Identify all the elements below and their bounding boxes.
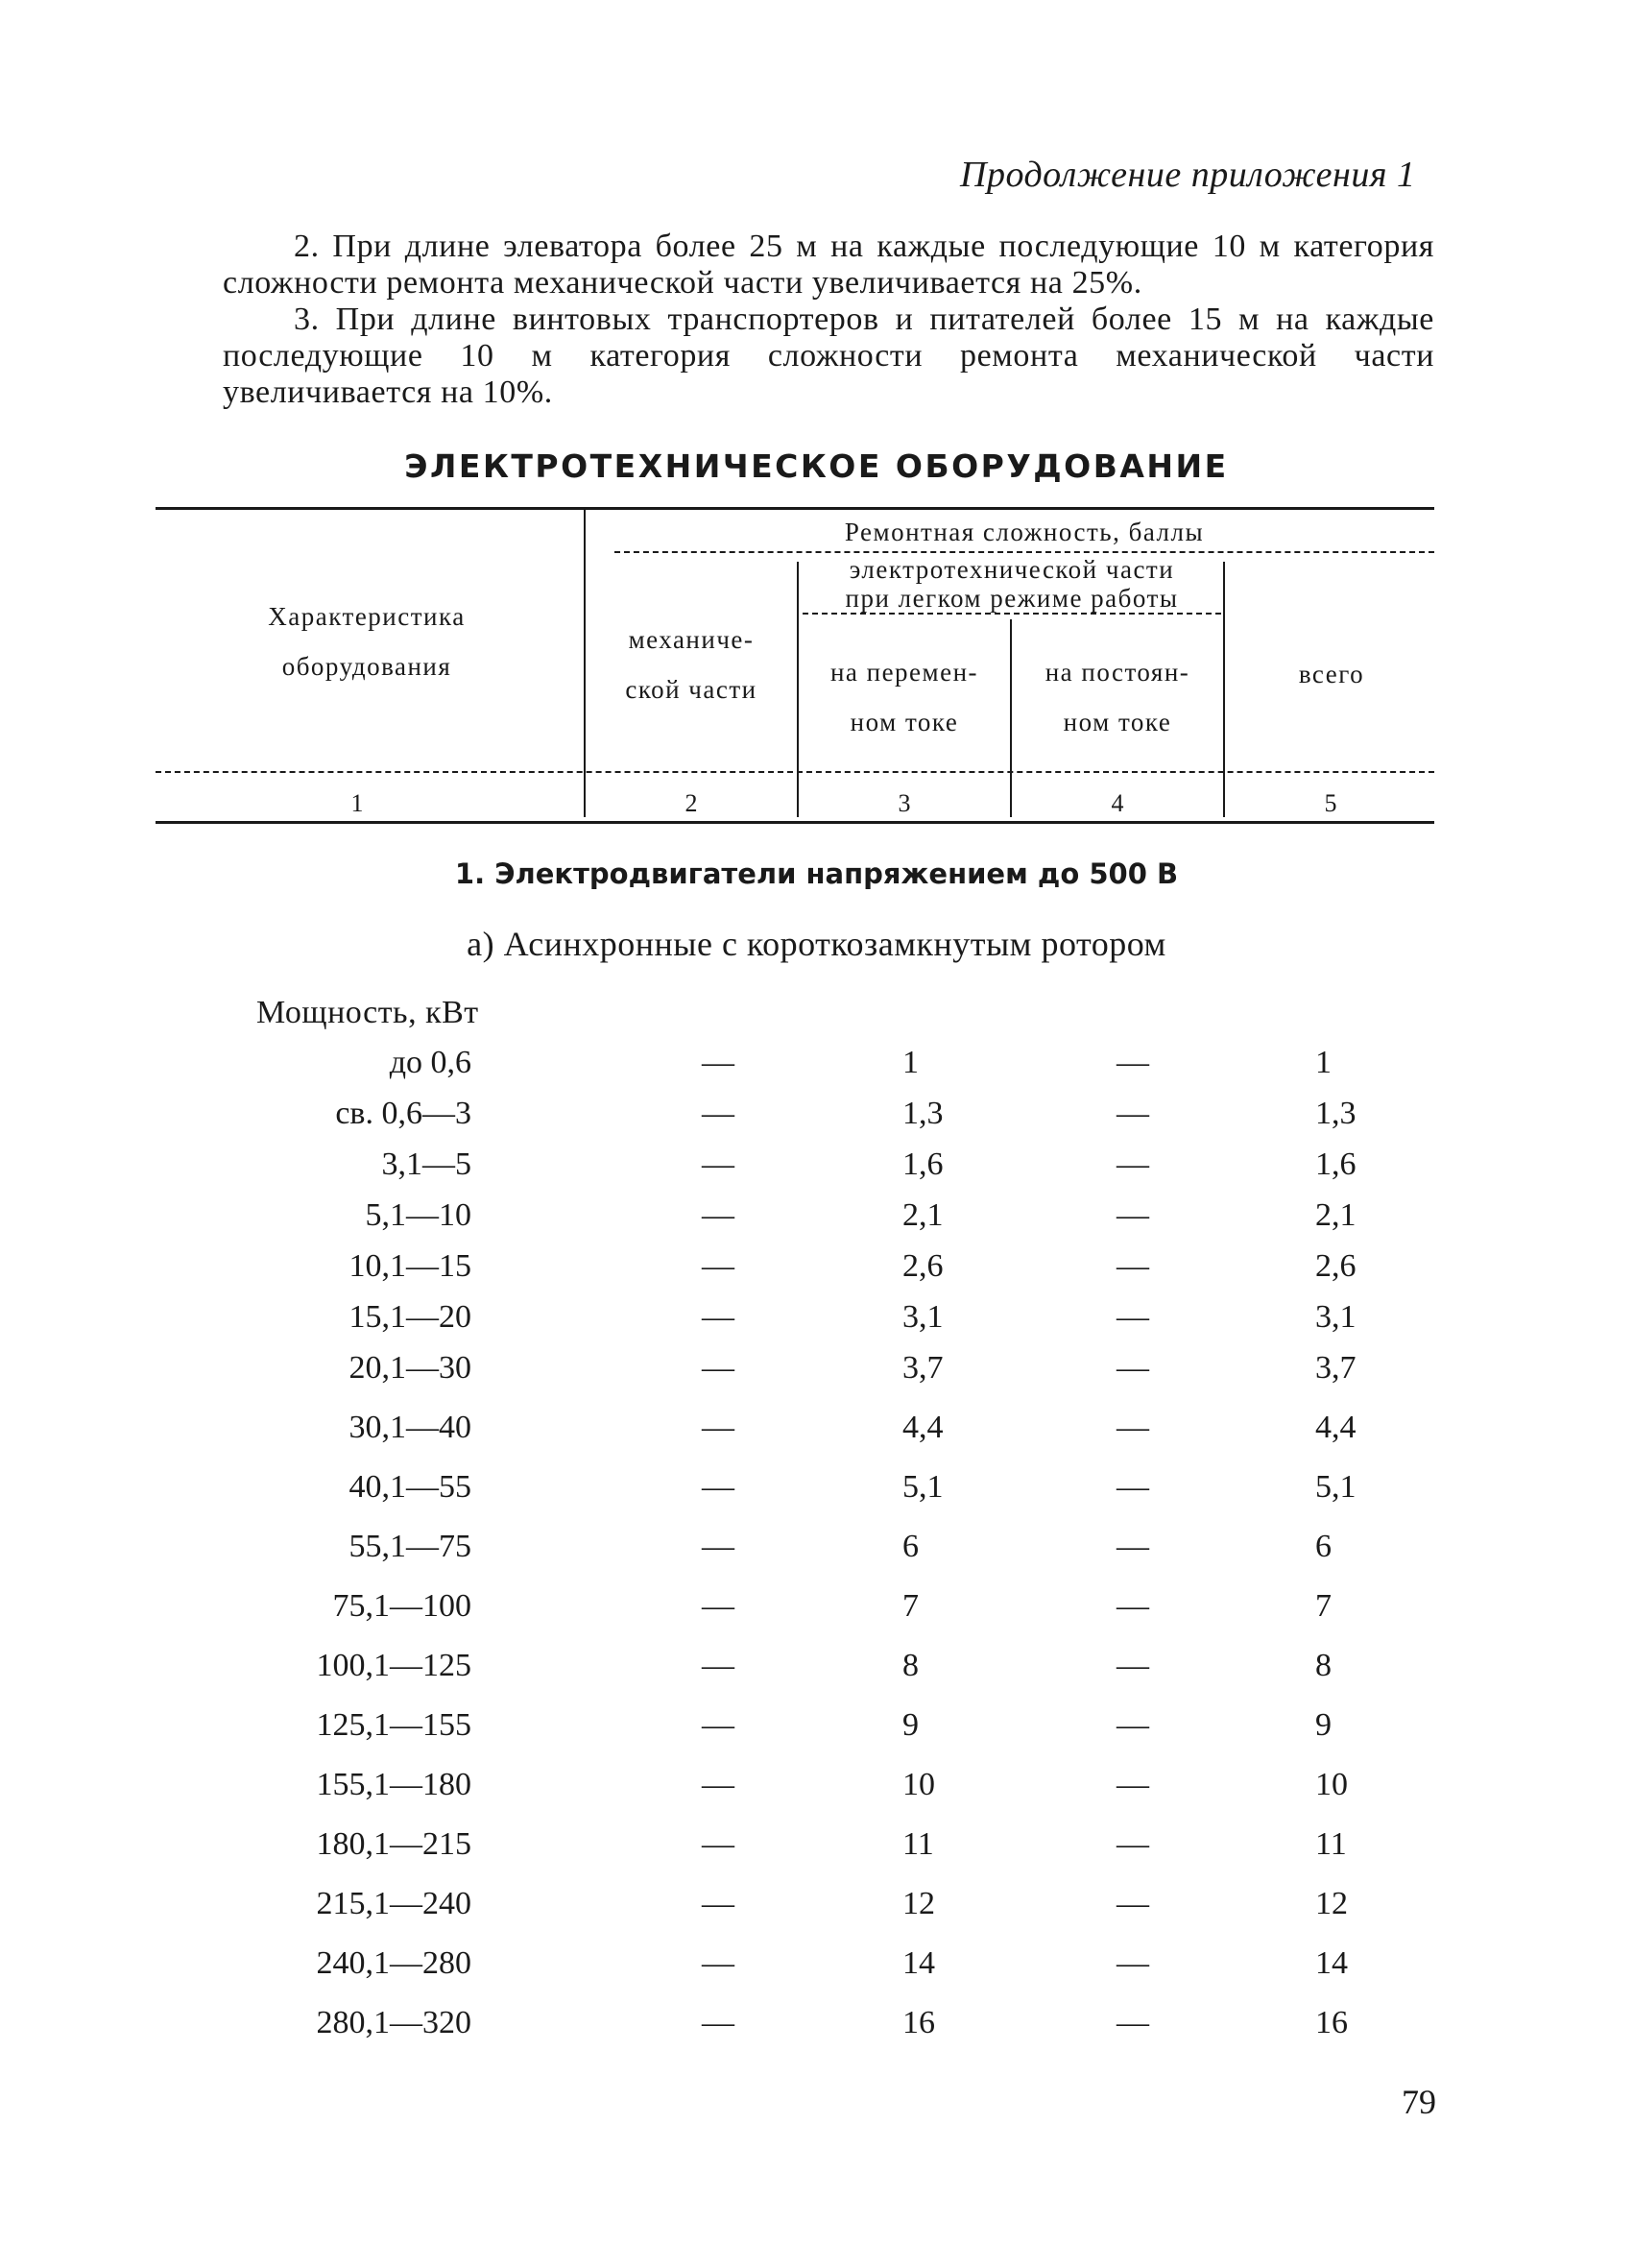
cell-total: 16 [1315, 2005, 1348, 2040]
cell-total: 7 [1315, 1588, 1332, 1624]
table-row [0, 1767, 1633, 1815]
cell-mechanical: — [702, 1045, 734, 1080]
column-number-2: 2 [684, 789, 698, 817]
cell-mechanical: — [702, 1469, 734, 1505]
cell-dc: — [1117, 1886, 1149, 1921]
table-row [0, 1197, 1633, 1245]
cell-dc: — [1117, 1350, 1149, 1386]
column-number-4: 4 [1111, 789, 1124, 817]
cell-total: 10 [1315, 1767, 1348, 1802]
cell-ac: 10 [902, 1767, 935, 1802]
table-header-bottom-rule [156, 821, 1434, 824]
table-row [0, 1826, 1633, 1874]
cell-mechanical: — [702, 2005, 734, 2040]
subsection-title: 1. Электродвигатели напряжением до 500 В [454, 857, 1179, 890]
table-row [0, 1299, 1633, 1347]
section-title: ЭЛЕКТРОТЕХНИЧЕСКОЕ ОБОРУДОВАНИЕ [404, 447, 1229, 485]
cell-power: 15,1—20 [348, 1299, 471, 1335]
cell-power: 5,1—10 [365, 1197, 471, 1233]
header-subgroup-rule [803, 613, 1221, 615]
cell-total: 5,1 [1315, 1469, 1357, 1505]
header-col-total: всего [1298, 660, 1365, 688]
cell-total: 3,7 [1315, 1350, 1357, 1386]
cell-dc: — [1117, 1945, 1149, 1981]
cell-power: 3,1—5 [381, 1146, 471, 1182]
cell-ac: 16 [902, 2005, 935, 2040]
table-row [0, 1648, 1633, 1696]
table-row [0, 1146, 1633, 1194]
cell-mechanical: — [702, 1197, 734, 1233]
cell-total: 2,6 [1315, 1248, 1357, 1284]
cell-power: 20,1—30 [348, 1350, 471, 1386]
cell-ac: 3,1 [902, 1299, 944, 1335]
cell-total: 12 [1315, 1886, 1348, 1921]
cell-dc: — [1117, 1146, 1149, 1182]
table-row [0, 1707, 1633, 1755]
cell-dc: — [1117, 1045, 1149, 1080]
cell-mechanical: — [702, 1588, 734, 1624]
table-row [0, 1045, 1633, 1093]
header-subgroup-electrical: электротехнической части при легком режиме работы [845, 555, 1179, 613]
cell-ac: 2,1 [902, 1197, 944, 1233]
cell-dc: — [1117, 1299, 1149, 1335]
column-number-3: 3 [898, 789, 911, 817]
cell-power: 10,1—15 [348, 1248, 471, 1284]
cell-power: 215,1—240 [316, 1886, 471, 1921]
cell-total: 14 [1315, 1945, 1348, 1981]
cell-mechanical: — [702, 1767, 734, 1802]
cell-ac: 1,3 [902, 1096, 944, 1131]
cell-ac: 3,7 [902, 1350, 944, 1386]
running-head: Продолжение приложения 1 [960, 155, 1416, 195]
cell-ac: 8 [902, 1648, 919, 1683]
cell-ac: 6 [902, 1529, 919, 1564]
cell-dc: — [1117, 1197, 1149, 1233]
cell-mechanical: — [702, 1248, 734, 1284]
cell-dc: — [1117, 1588, 1149, 1624]
cell-ac: 4,4 [902, 1410, 944, 1445]
cell-power: 55,1—75 [348, 1529, 471, 1564]
cell-power: 75,1—100 [332, 1588, 471, 1624]
cell-ac: 1 [902, 1045, 919, 1080]
table-row [0, 1588, 1633, 1636]
cell-power: 155,1—180 [316, 1767, 471, 1802]
paragraph-screw-conveyors: 3. При длине винтовых транспортеров и питателей более 15 м на каждые последующие 10 м категория сложности ремонта механической части увеличивается на 10%. [223, 302, 1434, 410]
cell-mechanical: — [702, 1146, 734, 1182]
number-divider-1 [584, 778, 586, 816]
cell-ac: 12 [902, 1886, 935, 1921]
table-row [0, 1248, 1633, 1296]
cell-power: 180,1—215 [316, 1826, 471, 1862]
paragraph-elevator: 2. При длине элеватора более 25 м на каждые последующие 10 м категория сложности ремонта механической части увеличивается на 25%. [223, 229, 1434, 301]
subsubsection-title: а) Асинхронные с короткозамкнутым ротором [467, 925, 1166, 963]
table-row [0, 1945, 1633, 1993]
header-bottom-rule [156, 771, 1434, 773]
cell-ac: 9 [902, 1707, 919, 1743]
table-row [0, 1469, 1633, 1517]
table-row [0, 1350, 1633, 1398]
cell-ac: 2,6 [902, 1248, 944, 1284]
cell-total: 4,4 [1315, 1410, 1357, 1445]
cell-mechanical: — [702, 1299, 734, 1335]
cell-total: 8 [1315, 1648, 1332, 1683]
cell-power: 40,1—55 [348, 1469, 471, 1505]
table-row [0, 1410, 1633, 1458]
cell-mechanical: — [702, 1826, 734, 1862]
cell-mechanical: — [702, 1529, 734, 1564]
header-group-rule [614, 551, 1434, 553]
header-group-repair-complexity: Ремонтная сложность, баллы [844, 518, 1205, 546]
cell-power: 280,1—320 [316, 2005, 471, 2040]
cell-mechanical: — [702, 1410, 734, 1445]
cell-total: 1,3 [1315, 1096, 1357, 1131]
cell-dc: — [1117, 2005, 1149, 2040]
cell-dc: — [1117, 1767, 1149, 1802]
cell-total: 2,1 [1315, 1197, 1357, 1233]
cell-power: 240,1—280 [316, 1945, 471, 1981]
cell-power: 30,1—40 [348, 1410, 471, 1445]
cell-ac: 11 [902, 1826, 934, 1862]
cell-total: 1 [1315, 1045, 1332, 1080]
cell-mechanical: — [702, 1350, 734, 1386]
cell-power: 125,1—155 [316, 1707, 471, 1743]
column-number-5: 5 [1324, 789, 1337, 817]
header-col-characteristic: Характеристика оборудования [268, 602, 466, 681]
cell-ac: 1,6 [902, 1146, 944, 1182]
number-divider-2 [797, 778, 799, 816]
cell-ac: 5,1 [902, 1469, 944, 1505]
header-col-mechanical: механиче- ской части [625, 625, 757, 704]
cell-power: св. 0,6—3 [335, 1096, 471, 1131]
cell-dc: — [1117, 1529, 1149, 1564]
cell-total: 1,6 [1315, 1146, 1357, 1182]
row-caption: Мощность, кВт [256, 995, 479, 1030]
cell-mechanical: — [702, 1096, 734, 1131]
header-col-dc: на постоян- ном токе [1045, 658, 1190, 736]
cell-dc: — [1117, 1648, 1149, 1683]
cell-total: 9 [1315, 1707, 1332, 1743]
cell-ac: 7 [902, 1588, 919, 1624]
cell-dc: — [1117, 1248, 1149, 1284]
number-divider-4 [1223, 778, 1225, 816]
header-col-ac: на перемен- ном токе [829, 658, 979, 736]
table-row [0, 2005, 1633, 2053]
cell-dc: — [1117, 1707, 1149, 1743]
number-divider-3 [1010, 778, 1012, 816]
cell-ac: 14 [902, 1945, 935, 1981]
cell-dc: — [1117, 1469, 1149, 1505]
cell-dc: — [1117, 1096, 1149, 1131]
cell-dc: — [1117, 1826, 1149, 1862]
cell-total: 3,1 [1315, 1299, 1357, 1335]
cell-mechanical: — [702, 1707, 734, 1743]
cell-mechanical: — [702, 1886, 734, 1921]
table-row [0, 1886, 1633, 1934]
cell-power: до 0,6 [389, 1045, 471, 1080]
page-number: 79 [1402, 2083, 1436, 2121]
column-number-1: 1 [350, 789, 364, 817]
cell-power: 100,1—125 [316, 1648, 471, 1683]
table-row [0, 1096, 1633, 1144]
cell-mechanical: — [702, 1945, 734, 1981]
table-row [0, 1529, 1633, 1577]
cell-dc: — [1117, 1410, 1149, 1445]
cell-mechanical: — [702, 1648, 734, 1683]
cell-total: 6 [1315, 1529, 1332, 1564]
cell-total: 11 [1315, 1826, 1347, 1862]
